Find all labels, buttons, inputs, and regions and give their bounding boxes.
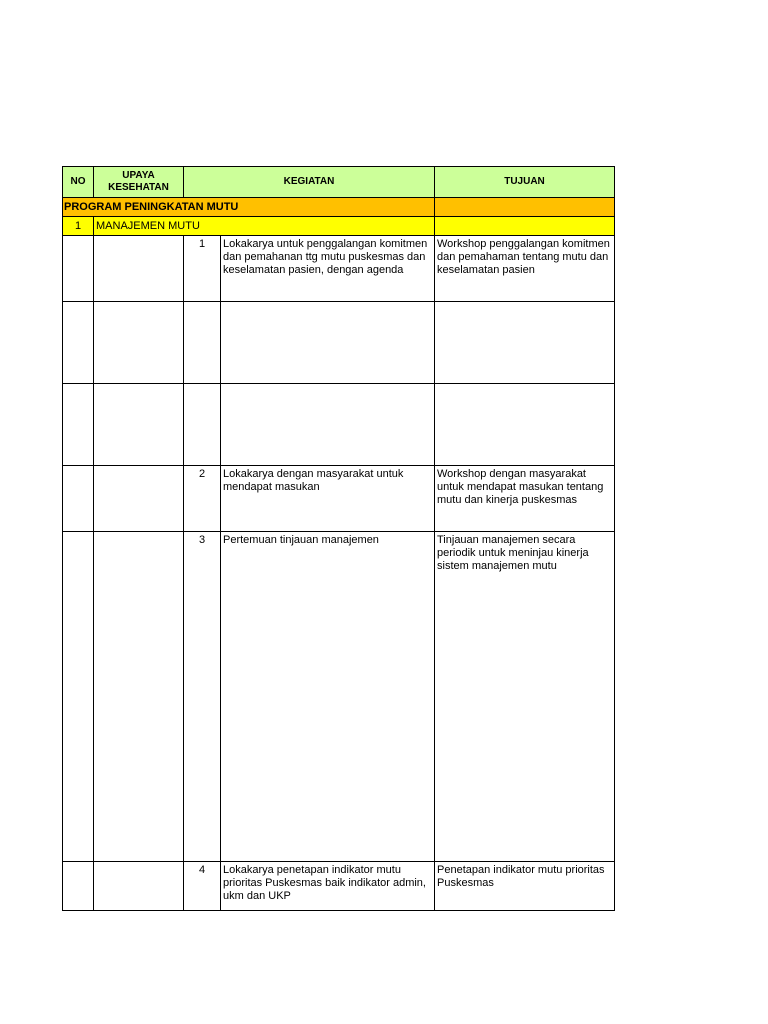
cell-upaya: [94, 236, 184, 302]
header-row: [63, 167, 615, 198]
header-kegiatan: KEGIATAN: [184, 167, 435, 198]
activity-tujuan: Penetapan indikator mutu prioritas Puskesmas: [435, 862, 615, 911]
section-number: 1: [63, 217, 94, 236]
activity-number: [184, 384, 221, 466]
activity-number: 4: [184, 862, 221, 911]
activity-kegiatan: Lokakarya penetapan indikator mutu prioritas Puskesmas baik indikator admin, ukm dan UKP: [221, 862, 435, 911]
table-row: [63, 236, 615, 302]
section-row: [63, 217, 615, 236]
cell-no: [63, 532, 94, 862]
activity-tujuan: [435, 302, 615, 384]
header-no: NO: [63, 167, 94, 198]
activity-tujuan: Tinjauan manajemen secara periodik untuk meninjau kinerja sistem manajemen mutu: [435, 532, 615, 862]
cell-upaya: [94, 384, 184, 466]
activity-tujuan: [435, 384, 615, 466]
cell-upaya: [94, 302, 184, 384]
activity-number: 1: [184, 236, 221, 302]
planning-table: [62, 166, 615, 911]
activity-number: [184, 302, 221, 384]
activity-tujuan: Workshop penggalangan komitmen dan pemahaman tentang mutu dan keselamatan pasien: [435, 236, 615, 302]
program-empty-cell: [435, 198, 615, 217]
activity-kegiatan: [221, 302, 435, 384]
header-upaya-kesehatan: UPAYA KESEHATAN: [94, 167, 184, 198]
activity-kegiatan: Pertemuan tinjauan manajemen: [221, 532, 435, 862]
activity-number: 2: [184, 466, 221, 532]
cell-no: [63, 236, 94, 302]
activity-kegiatan: Lokakarya untuk penggalangan komitmen dan pemahanan ttg mutu puskesmas dan keselamatan pasien, dengan agenda: [221, 236, 435, 302]
cell-upaya: [94, 466, 184, 532]
table-row: [63, 862, 615, 911]
cell-no: [63, 302, 94, 384]
cell-no: [63, 862, 94, 911]
section-empty-cell: [435, 217, 615, 236]
activity-number: 3: [184, 532, 221, 862]
program-title: PROGRAM PENINGKATAN MUTU: [63, 198, 435, 217]
cell-upaya: [94, 532, 184, 862]
table-row: [63, 466, 615, 532]
cell-no: [63, 466, 94, 532]
table-row: [63, 384, 615, 466]
program-row: [63, 198, 615, 217]
table-row: [63, 302, 615, 384]
cell-no: [63, 384, 94, 466]
header-tujuan: TUJUAN: [435, 167, 615, 198]
activity-kegiatan: [221, 384, 435, 466]
section-name: MANAJEMEN MUTU: [94, 217, 435, 236]
table-row: [63, 532, 615, 862]
cell-upaya: [94, 862, 184, 911]
activity-kegiatan: Lokakarya dengan masyarakat untuk mendapat masukan: [221, 466, 435, 532]
activity-tujuan: Workshop dengan masyarakat untuk mendapat masukan tentang mutu dan kinerja puskesmas: [435, 466, 615, 532]
